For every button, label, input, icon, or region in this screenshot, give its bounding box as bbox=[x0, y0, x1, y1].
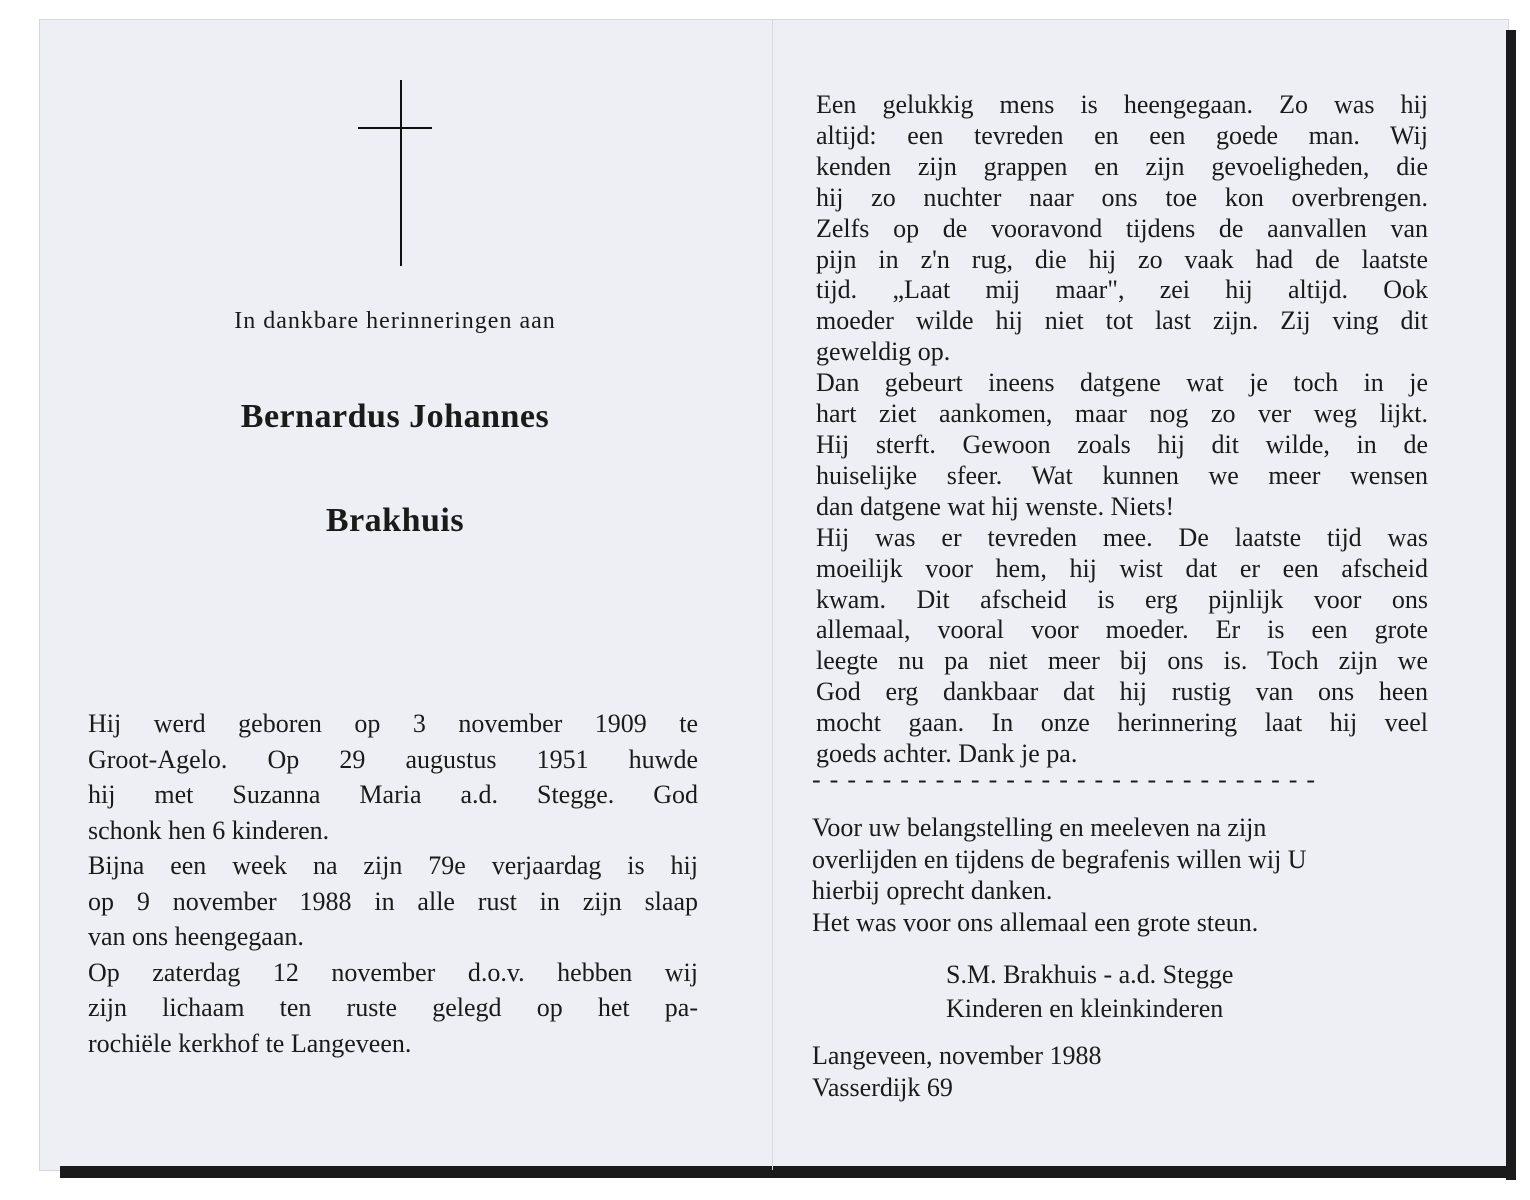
bio-line: Groot-Agelo. Op 29 augustus 1951 huwde bbox=[88, 744, 698, 774]
tribute-line: allemaal, vooral voor moeder. Er is een grote bbox=[816, 615, 1428, 645]
bio-line: schonk hen 6 kinderen. bbox=[88, 815, 330, 845]
tribute-line: huiselijke sfeer. Wat kunnen we meer wensen bbox=[816, 460, 1428, 490]
cross-vertical bbox=[400, 80, 402, 266]
cross-horizontal bbox=[358, 127, 432, 129]
biography-paragraph bbox=[88, 706, 698, 1061]
tribute-line: kenden zijn grappen en zijn gevoeligheden, die bbox=[816, 151, 1428, 181]
address-line: Vasserdijk 69 bbox=[812, 1072, 953, 1102]
tribute-line: Hij sterft. Gewoon zoals hij dit wilde, in de bbox=[816, 429, 1428, 459]
tribute-line: God erg dankbaar dat hij rustig van ons heen bbox=[816, 677, 1428, 707]
intro-text: In dankbare herinneringen aan bbox=[234, 308, 556, 334]
thanks-line: overlijden en tijdens de begrafenis willen wij U bbox=[812, 844, 1307, 874]
tribute-paragraph bbox=[816, 90, 1428, 770]
tribute-line: pijn in z'n rug, die hij zo vaak had de laatste bbox=[816, 244, 1428, 274]
card-shadow-edge-right bbox=[1506, 30, 1516, 1180]
card-fold-line bbox=[772, 20, 773, 1170]
tribute-line: goeds achter. Dank je pa. bbox=[816, 739, 1078, 769]
bio-line: op 9 november 1988 in alle rust in zijn slaap bbox=[88, 886, 698, 916]
thanks-line: Het was voor ons allemaal een grote steun. bbox=[812, 907, 1259, 937]
card-shadow-edge-bottom bbox=[60, 1166, 1516, 1178]
tribute-line: leegte nu pa niet meer bij ons is. Toch zijn we bbox=[816, 646, 1428, 676]
tribute-line: mocht gaan. In onze herinnering laat hij veel bbox=[816, 708, 1428, 738]
tribute-line: geweldig op. bbox=[816, 337, 951, 367]
tribute-line: Dan gebeurt ineens datgene wat je toch in je bbox=[816, 368, 1428, 398]
deceased-first-names: Bernardus Johannes bbox=[240, 398, 550, 435]
bio-line: van ons heengegaan. bbox=[88, 922, 304, 951]
thanks-paragraph bbox=[812, 812, 1422, 938]
thanks-line: hierbij oprecht danken. bbox=[812, 876, 1053, 905]
dashed-divider: ----------------------------- bbox=[812, 765, 1325, 794]
bio-line: Op zaterdag 12 november d.o.v. hebben wij bbox=[88, 957, 698, 987]
tribute-line: Hij was er tevreden mee. De laatste tijd was bbox=[816, 522, 1428, 552]
place-and-address bbox=[812, 1040, 1102, 1103]
tribute-line: kwam. Dit afscheid is erg pijnlijk voor ons bbox=[816, 584, 1428, 614]
bio-line: hij met Suzanna Maria a.d. Stegge. God bbox=[88, 780, 698, 809]
tribute-line: hij zo nuchter naar ons toe kon overbrengen. bbox=[816, 182, 1428, 212]
tribute-line: hart ziet aankomen, maar nog zo ver weg lijkt. bbox=[816, 399, 1428, 429]
tribute-line: moeder wilde hij niet tot last zijn. Zij ving dit bbox=[816, 306, 1428, 336]
bio-line: Hij werd geboren op 3 november 1909 te bbox=[88, 709, 698, 738]
tribute-line: moeilijk voor hem, hij wist dat er een afscheid bbox=[816, 553, 1428, 583]
bio-line: Bijna een week na zijn 79e verjaardag is hij bbox=[88, 851, 698, 880]
tribute-line: Zelfs op de vooravond tijdens de aanvallen van bbox=[816, 213, 1428, 243]
thanks-line: Voor uw belangstelling en meeleven na zijn bbox=[812, 813, 1267, 842]
tribute-line: tijd. „Laat mij maar", zei hij altijd. Ook bbox=[816, 275, 1428, 305]
family-signature bbox=[946, 958, 1233, 1026]
bio-line: zijn lichaam ten ruste gelegd op het pa- bbox=[88, 993, 698, 1022]
deceased-surname: Brakhuis bbox=[325, 502, 465, 539]
signature-line: S.M. Brakhuis - a.d. Stegge bbox=[946, 960, 1234, 989]
tribute-line: Een gelukkig mens is heengegaan. Zo was hij bbox=[816, 90, 1428, 119]
signature-line: Kinderen en kleinkinderen bbox=[946, 994, 1224, 1023]
tribute-line: altijd: een tevreden en een goede man. Wij bbox=[816, 120, 1428, 150]
place-date-line: Langeveen, november 1988 bbox=[812, 1041, 1102, 1070]
bio-line: rochiële kerkhof te Langeveen. bbox=[88, 1028, 412, 1058]
tribute-line: dan datgene wat hij wenste. Niets! bbox=[816, 491, 1175, 521]
